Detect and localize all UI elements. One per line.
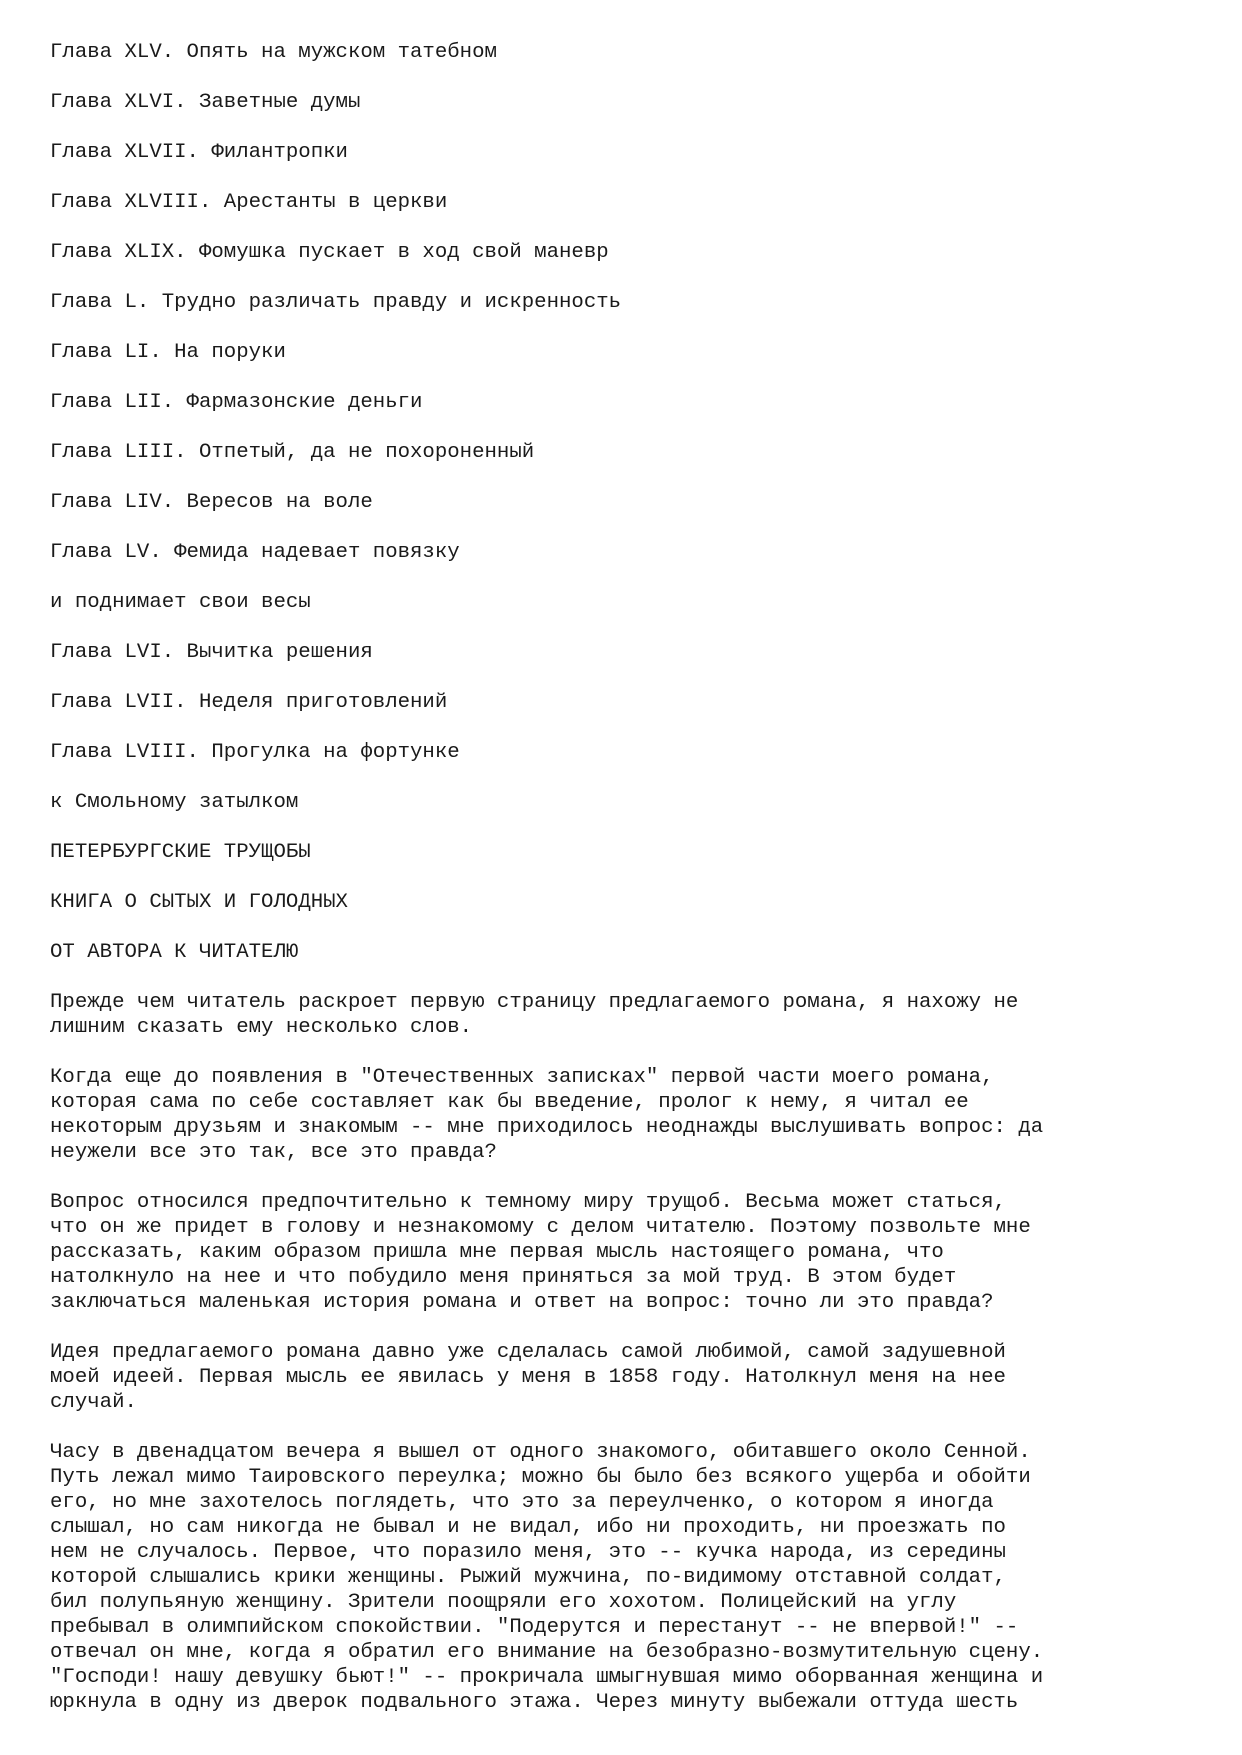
toc-line-50: Глава L. Трудно различать правду и искренность xyxy=(50,291,622,314)
toc-line-52: Глава LII. Фармазонские деньги xyxy=(50,391,423,414)
toc-line-46: Глава XLVI. Заветные думы xyxy=(50,91,361,114)
preface-heading: ОТ АВТОРА К ЧИТАТЕЛЮ xyxy=(50,941,299,964)
paragraph-line: Путь лежал мимо Таировского переулка; можно бы было без всякого ущерба и обойти xyxy=(50,1466,1031,1489)
paragraph-line: моей идеей. Первая мысль ее явилась у меня в 1858 году. Натолкнул меня на нее xyxy=(50,1366,1006,1389)
paragraph-line: некоторым друзьям и знакомым -- мне приходилось неоднажды выслушивать вопрос: да xyxy=(50,1116,1044,1139)
paragraph-line: "Господи! нашу девушку бьют!" -- прокричала шмыгнувшая мимо оборванная женщина и xyxy=(50,1666,1044,1689)
paragraph-line: Часу в двенадцатом вечера я вышел от одного знакомого, обитавшего около Сенной. xyxy=(50,1441,1031,1464)
paragraph-line: Когда еще до появления в "Отечественных записках" первой части моего романа, xyxy=(50,1066,994,1089)
paragraph-line: что он же придет в голову и незнакомому с делом читателю. Поэтому позвольте мне xyxy=(50,1216,1031,1239)
paragraph-line: Идея предлагаемого романа давно уже сделалась самой любимой, самой задушевной xyxy=(50,1341,1006,1364)
paragraph-line: слышал, но сам никогда не бывал и не видал, ибо ни проходить, ни проезжать по xyxy=(50,1516,1006,1539)
toc-line-45: Глава XLV. Опять на мужском татебном xyxy=(50,41,497,64)
toc-line-58: Глава LVIII. Прогулка на фортунке xyxy=(50,741,460,764)
paragraph-line: лишним сказать ему несколько слов. xyxy=(50,1016,473,1039)
paragraph-line: нем не случалось. Первое, что поразило меня, это -- кучка народа, из середины xyxy=(50,1541,1006,1564)
paragraph-line: Вопрос относился предпочтительно к темному миру трущоб. Весьма может статься, xyxy=(50,1191,1006,1214)
toc-line-55: Глава LV. Фемида надевает повязку xyxy=(50,541,460,564)
toc-line-55-cont: и поднимает свои весы xyxy=(50,591,311,614)
paragraph-line: которой слышались крики женщины. Рыжий мужчина, по-видимому отставной солдат, xyxy=(50,1566,1006,1589)
paragraph-line: Прежде чем читатель раскроет первую страницу предлагаемого романа, я нахожу не xyxy=(50,991,1019,1014)
paragraph-line: бил полупьяную женщину. Зрители поощряли его хохотом. Полицейский на углу xyxy=(50,1591,957,1614)
paragraph-line: рассказать, каким образом пришла мне первая мысль настоящего романа, что xyxy=(50,1241,944,1264)
paragraph-line: натолкнуло на нее и что побудило меня приняться за мой труд. В этом будет xyxy=(50,1266,957,1289)
book-subtitle: КНИГА О СЫТЫХ И ГОЛОДНЫХ xyxy=(50,891,348,914)
paragraph-line: отвечал он мне, когда я обратил его внимание на безобразно-возмутительную сцену. xyxy=(50,1641,1044,1664)
paragraph-line: неужели все это так, все это правда? xyxy=(50,1141,497,1164)
toc-line-53: Глава LIII. Отпетый, да не похороненный xyxy=(50,441,535,464)
toc-line-58-cont: к Смольному затылком xyxy=(50,791,299,814)
paragraph-line: пребывал в олимпийском спокойствии. "Подерутся и перестанут -- не впервой!" -- xyxy=(50,1616,1019,1639)
book-title: ПЕТЕРБУРГСКИЕ ТРУЩОБЫ xyxy=(50,841,311,864)
paragraph-line: его, но мне захотелось поглядеть, что это за переулченко, о котором я иногда xyxy=(50,1491,994,1514)
toc-line-48: Глава XLVIII. Арестанты в церкви xyxy=(50,191,448,214)
paragraph-line: случай. xyxy=(50,1391,137,1414)
paragraph-line: юркнула в одну из дверок подвального этажа. Через минуту выбежали оттуда шесть xyxy=(50,1691,1019,1714)
paragraph-line: заключаться маленькая история романа и ответ на вопрос: точно ли это правда? xyxy=(50,1291,994,1314)
toc-line-49: Глава XLIX. Фомушка пускает в ход свой маневр xyxy=(50,241,609,264)
toc-line-51: Глава LI. На поруки xyxy=(50,341,286,364)
paragraph-line: которая сама по себе составляет как бы введение, пролог к нему, я читал ее xyxy=(50,1091,969,1114)
toc-line-54: Глава LIV. Вересов на воле xyxy=(50,491,373,514)
toc-line-57: Глава LVII. Неделя приготовлений xyxy=(50,691,448,714)
toc-line-47: Глава XLVII. Филантропки xyxy=(50,141,348,164)
toc-line-56: Глава LVI. Вычитка решения xyxy=(50,641,373,664)
